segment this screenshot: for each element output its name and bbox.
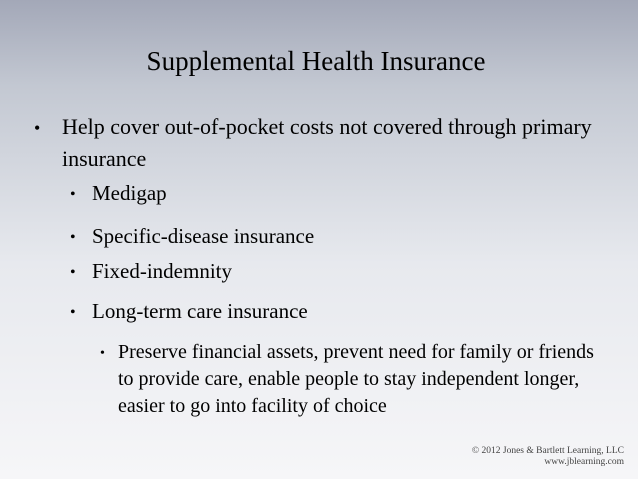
slide-title: Supplemental Health Insurance bbox=[146, 46, 486, 76]
bullet-text: Help cover out-of-pocket costs not covered through primary insurance bbox=[62, 114, 592, 171]
bullet-icon: • bbox=[70, 304, 76, 321]
bullet-icon: • bbox=[70, 264, 76, 281]
bullet-icon: • bbox=[100, 346, 105, 361]
bullet-text: Specific-disease insurance bbox=[92, 224, 315, 248]
bullet-text: Medigap bbox=[92, 181, 167, 205]
bullet-icon: • bbox=[34, 118, 41, 138]
copyright-notice bbox=[472, 446, 624, 468]
bullet-text: Preserve financial assets, prevent need for family or friends to provide care, enable people to stay independent longer, easier to go into facility of choice bbox=[118, 341, 594, 417]
bullet-item-level3 bbox=[100, 339, 600, 420]
website-text: www.jblearning.com bbox=[544, 457, 624, 467]
bullet-item-long-term-care bbox=[70, 296, 590, 327]
bullet-text: Long-term care insurance bbox=[92, 299, 308, 323]
bullet-text: Fixed-indemnity bbox=[92, 259, 232, 283]
bullet-icon: • bbox=[70, 229, 76, 246]
bullet-item-specific-disease bbox=[70, 221, 590, 252]
bullet-item-medigap bbox=[70, 178, 590, 209]
bullet-icon: • bbox=[70, 186, 76, 203]
bullet-item-fixed-indemnity bbox=[70, 256, 590, 287]
bullet-item-level1 bbox=[34, 111, 594, 175]
copyright-text: © 2012 Jones & Bartlett Learning, LLC bbox=[471, 446, 624, 456]
